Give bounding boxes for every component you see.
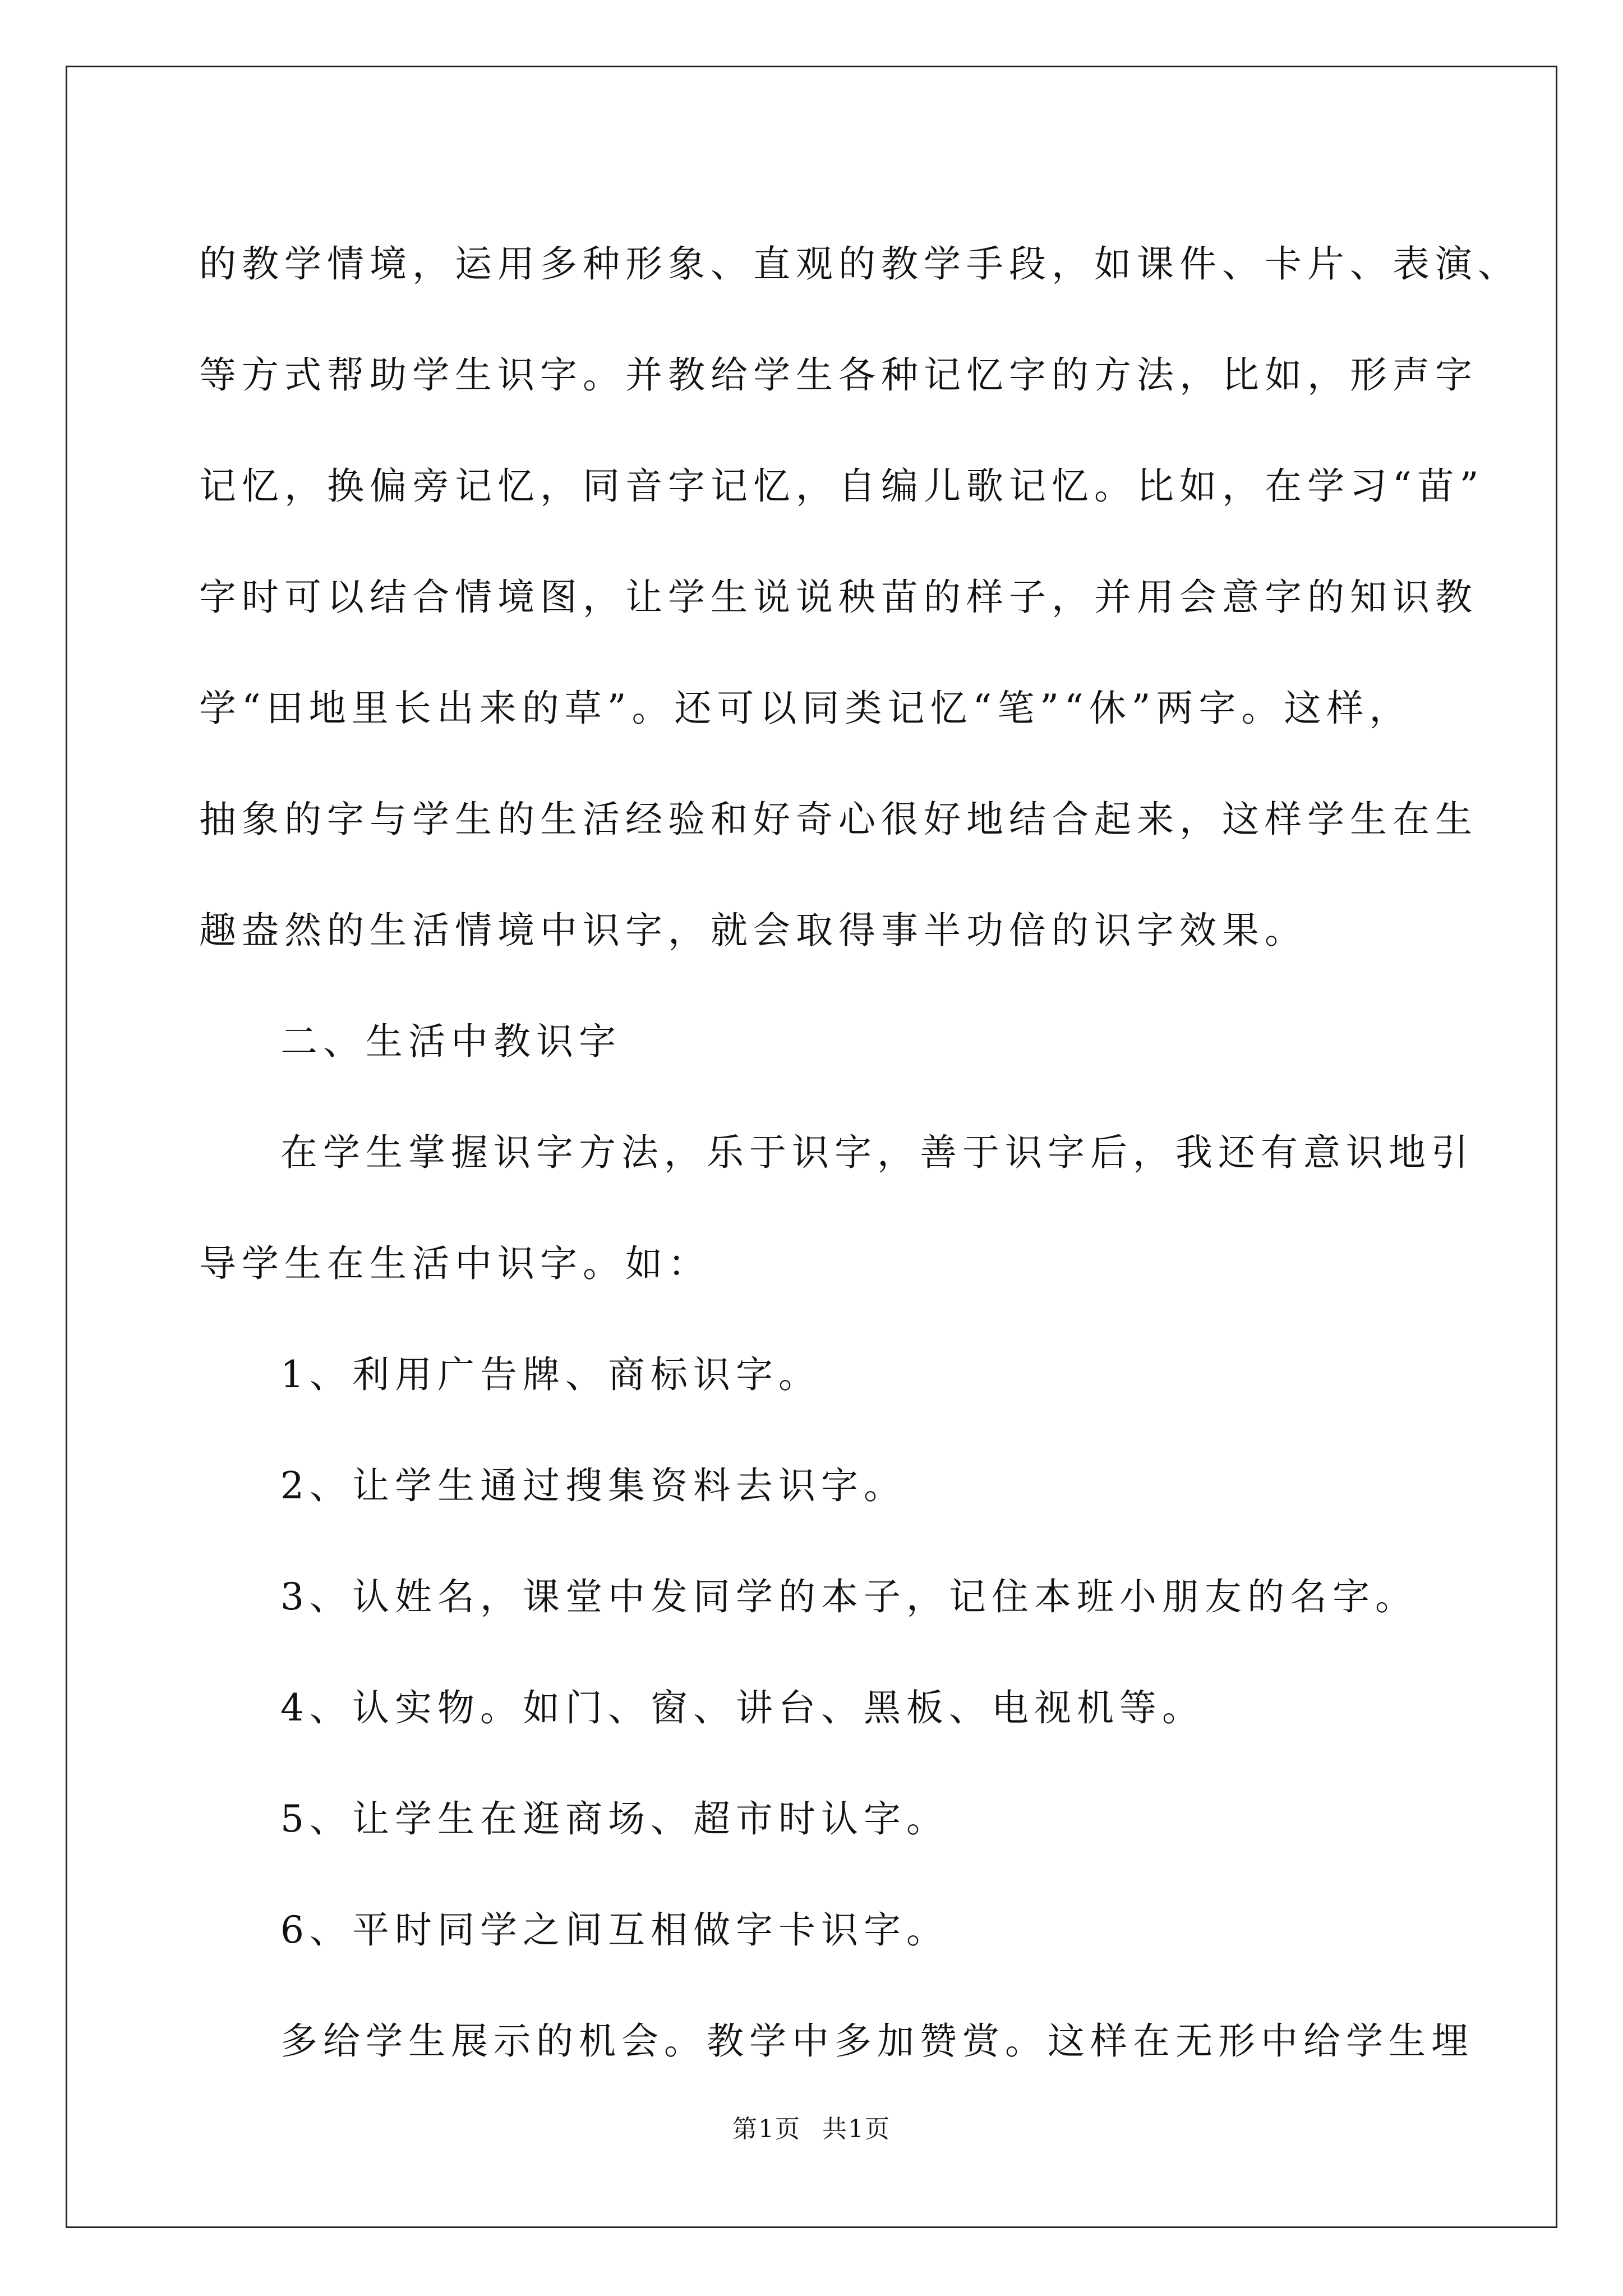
list-item: 5、让学生在逛商场、超市时认字。 bbox=[280, 1797, 949, 1841]
text-line: 等方式帮助学生识字。并教给学生各种记忆字的方法，比如，形声字 bbox=[199, 353, 1478, 397]
paragraph-start: 多给学生展示的机会。教学中多加赞赏。这样在无形中给学生埋 bbox=[280, 2019, 1474, 2063]
text-line: 的教学情境，运用多种形象、直观的教学手段，如课件、卡片、表演、 bbox=[199, 242, 1520, 286]
list-item: 2、让学生通过搜集资料去识字。 bbox=[280, 1464, 906, 1507]
list-item: 6、平时同学之间互相做字卡识字。 bbox=[280, 1908, 949, 1952]
text-line: 字时可以结合情境图，让学生说说秧苗的样子，并用会意字的知识教 bbox=[199, 576, 1478, 619]
text-line: 抽象的字与学生的生活经验和好奇心很好地结合起来，这样学生在生 bbox=[199, 798, 1478, 841]
paragraph-start: 在学生掌握识字方法，乐于识字，善于识字后，我还有意识地引 bbox=[280, 1131, 1474, 1174]
text-line: 趣盎然的生活情境中识字，就会取得事半功倍的识字效果。 bbox=[199, 909, 1307, 952]
list-item: 4、认实物。如门、窗、讲台、黑板、电视机等。 bbox=[280, 1686, 1205, 1729]
list-item: 1、利用广告牌、商标识字。 bbox=[280, 1353, 821, 1396]
section-heading: 二、生活中教识字 bbox=[280, 1020, 621, 1063]
page-total: 共1页 bbox=[822, 2115, 891, 2143]
document-body bbox=[199, 209, 1520, 2097]
list-item: 3、认姓名，课堂中发同学的本子，记住本班小朋友的名字。 bbox=[280, 1575, 1418, 1618]
page-number: 第1页 bbox=[732, 2115, 801, 2143]
text-line: 导学生在生活中识字。如： bbox=[199, 1242, 711, 1285]
page-footer bbox=[0, 2113, 1623, 2146]
text-line: 记忆，换偏旁记忆，同音字记忆，自编儿歌记忆。比如，在学习“苗” bbox=[199, 464, 1484, 508]
text-line: 学“田地里长出来的草”。还可以同类记忆“笔”“休”两字。这样， bbox=[199, 687, 1412, 730]
